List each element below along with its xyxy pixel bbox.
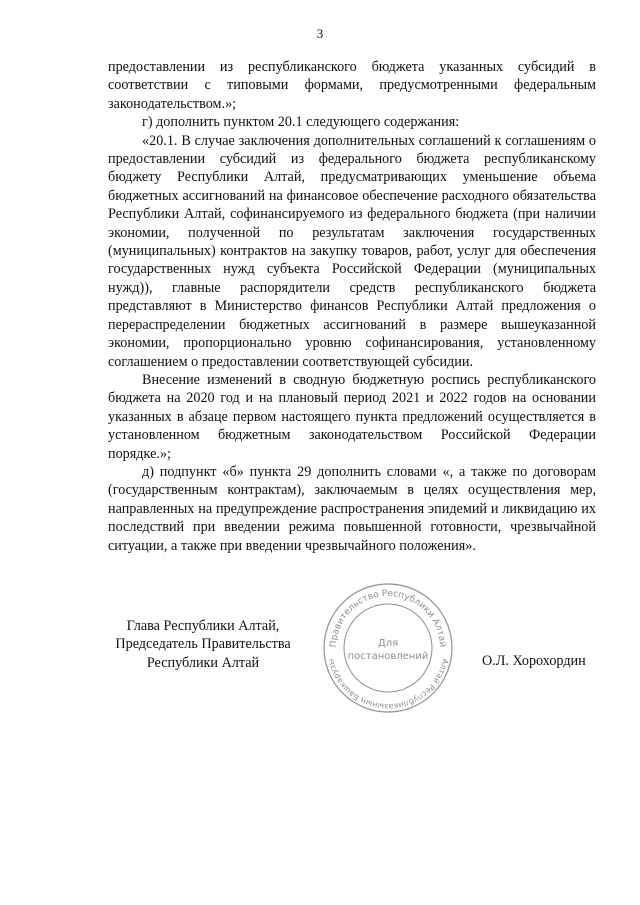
paragraph-budget-changes: Внесение изменений в сводную бюджетную роспись республиканского бюджета на 2020 год и на плановый период 2021 и 2022 годов на основании указанных в абзаце первом настоящего пункта предложений осуществляется в установленном бюджетным законодательством Российской Федерации порядке.»;	[108, 371, 596, 462]
document-body	[108, 58, 596, 555]
official-seal	[320, 580, 456, 716]
paragraph-item-d: д) подпункт «б» пункта 29 дополнить словами «, а также по договорам (государственным контрактам), заключаемым в целях осуществления мер, направленных на предупреждение распространения эпидемий и ликвидацию их последствий при введении режима повышенной готовности, чрезвычайной ситуации, а также при введении чрезвычайного положения».	[108, 463, 596, 554]
signatory-title-line: Республики Алтай	[146, 654, 260, 671]
signatory-title-line: Председатель Правительства	[115, 636, 291, 653]
seal-outer-text-bottom: Алтай Республиказының Башкарузы	[326, 657, 450, 712]
signatory-title	[108, 617, 298, 672]
seal-center-text: постановлений	[347, 651, 429, 662]
signatory-title-line: Глава Республики Алтай,	[126, 618, 280, 634]
paragraph-item-20-1: «20.1. В случае заключения дополнительных соглашений к соглашениям о предоставлении субсидий из федерального бюджета республиканскому бюджету Республики Алтай, предусматривающих уменьшение объема бюджетных ассигнований на финансовое обеспечение расходного обязательства Республики Алтай, софинансируемого из федерального бюджета (при наличии экономии, полученной по результатам заключения государственных (муниципальных) контрактов на закупку товаров, работ, услуг для обеспечения государственных нужд субъекта Российской Федерации (муниципальных нужд)), главные распорядители средств республиканского бюджета представляют в Министерство финансов Республики Алтай предложения о перераспределении бюджетных ассигнований в размере вышеуказанной экономии, пропорционально уровню софинансирования, установленному соглашением о предоставлении соответствующей субсидии.	[108, 132, 596, 370]
signatory-name: О.Л. Хорохордин	[482, 653, 586, 669]
page-number: 3	[316, 26, 324, 41]
paragraph-continuation: предоставлении из республиканского бюджета указанных субсидий в соответствии с типовыми формами, предусмотренными федеральным законодательством.»;	[108, 59, 596, 112]
seal-center-text: Для	[377, 638, 399, 649]
seal-outer-text-top: Правительство Республики Алтай	[328, 588, 448, 648]
paragraph-item-g: г) дополнить пунктом 20.1 следующего содержания:	[142, 114, 460, 131]
